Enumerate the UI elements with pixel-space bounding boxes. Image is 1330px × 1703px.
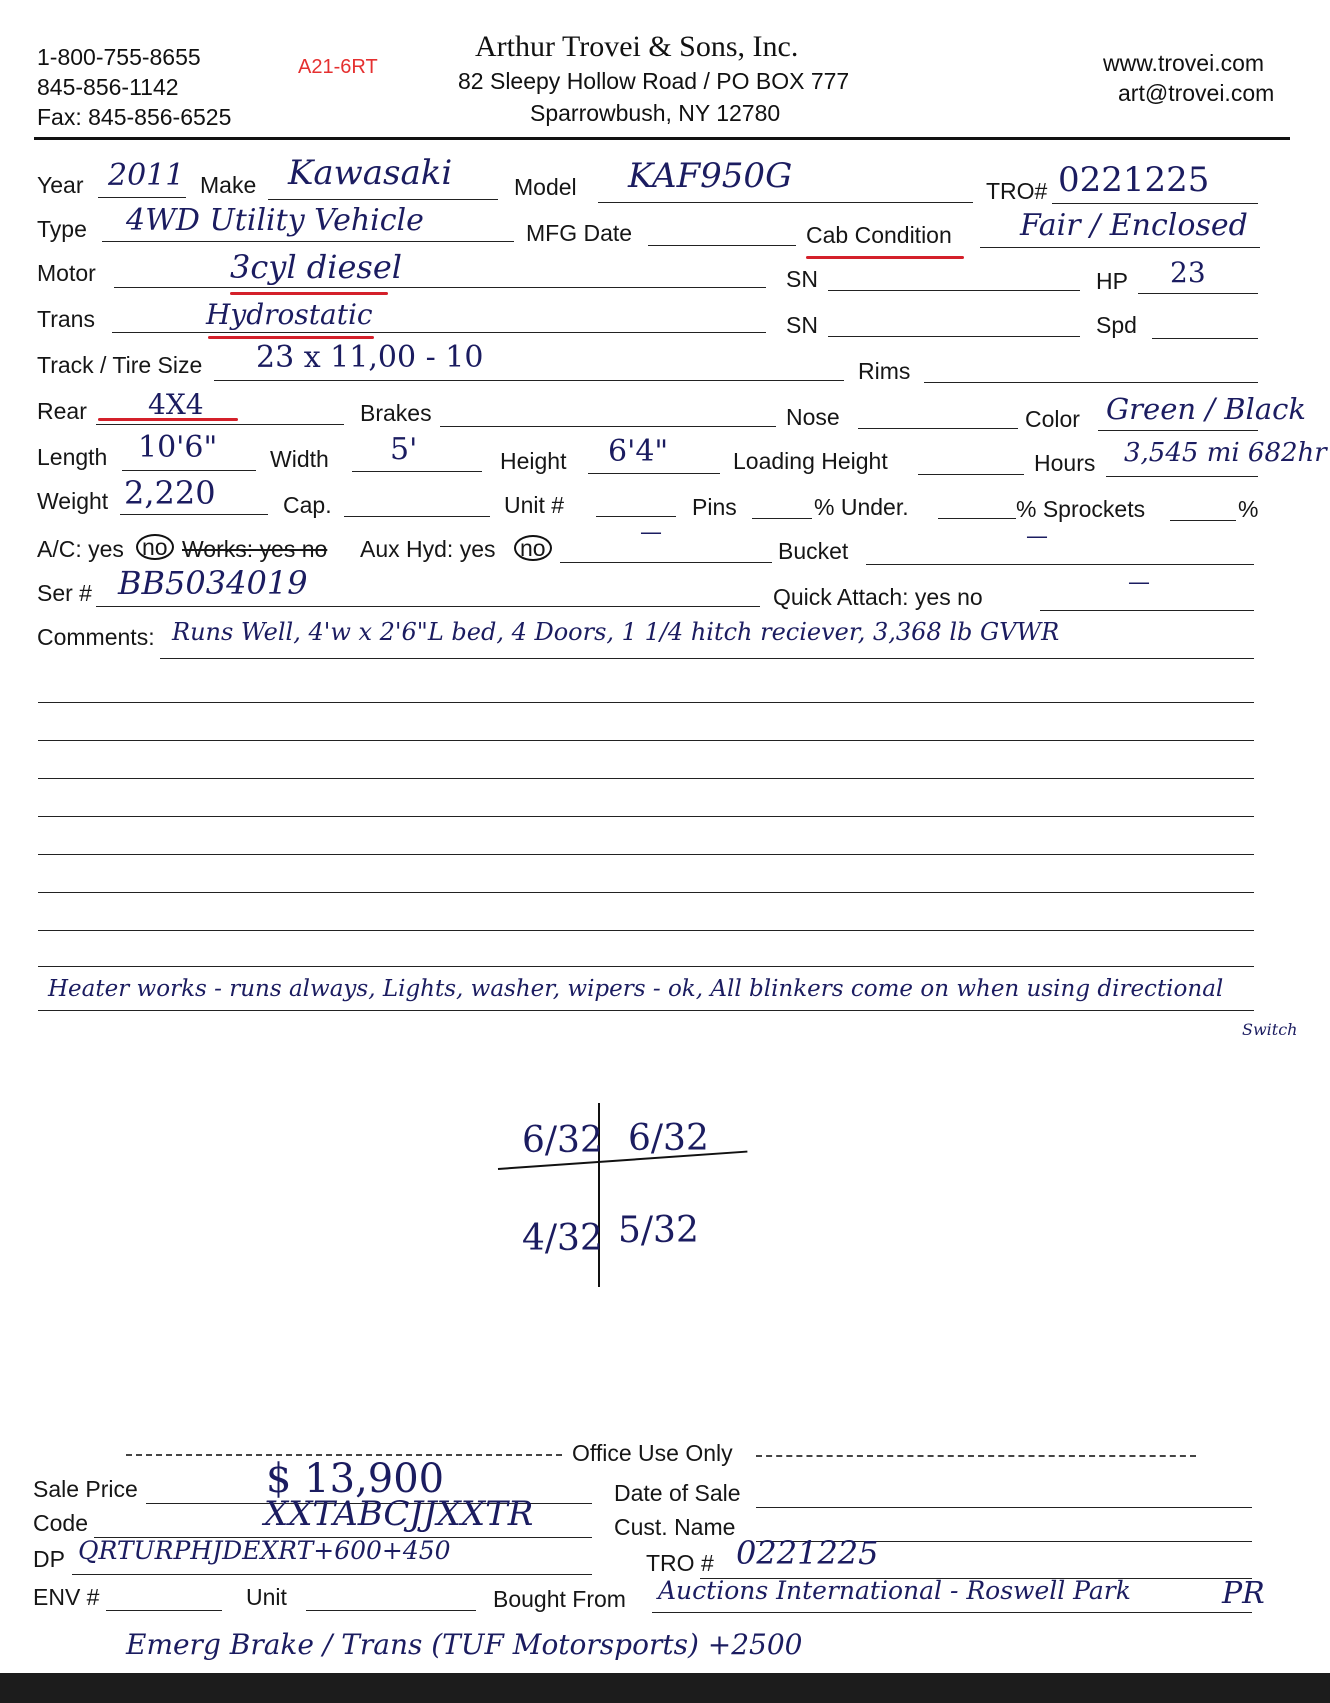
width-line [352,471,482,472]
sale-price-label: Sale Price [33,1476,138,1502]
hp-label: HP [1096,268,1128,294]
date-of-sale-label: Date of Sale [614,1480,741,1506]
comment-rule-9 [38,966,1254,967]
bought-from-line [652,1612,1252,1613]
type-line [102,241,514,242]
motor-value: 3cyl diesel [230,248,403,286]
hp-line [1138,293,1258,294]
track-label: Track / Tire Size [37,352,203,378]
works-label: Works: yes no [182,536,328,562]
hours-label: Hours [1034,450,1096,476]
loading-height-label: Loading Height [733,448,888,474]
comment-rule-10 [38,1010,1254,1011]
tro-value: 0221225 [1058,160,1210,200]
comment-rule-8 [38,930,1254,931]
quick-attach-label: Quick Attach: yes no [773,584,983,610]
bought-from-value: Auctions International - Roswell Park [658,1576,1131,1605]
scan-edge [0,1673,1330,1703]
ser-value: BB5034019 [118,564,308,602]
cap-label: Cap. [283,492,332,518]
tro-line [1052,203,1258,204]
weight-line [120,514,268,515]
office-title: Office Use Only [572,1440,733,1466]
brakes-label: Brakes [360,400,432,426]
header-fax: Fax: 845-856-6525 [37,104,232,130]
office-tro-label: TRO # [646,1550,714,1576]
trans-line [112,332,766,333]
ser-line [96,606,760,607]
motor-underline [230,292,388,295]
sn2-label: SN [786,312,818,338]
env-label: ENV # [33,1584,100,1610]
height-line [588,473,720,474]
make-label: Make [200,172,257,198]
company-name: Arthur Trovei & Sons, Inc. [475,30,799,63]
nose-line [858,428,1018,429]
dp-value: QRTURPHJDEXRT+600+450 [78,1536,451,1565]
width-value: 5' [390,432,418,467]
aux-hyd-no-text: no [514,535,552,561]
rear-value: 4X4 [148,388,204,421]
rear-label: Rear [37,398,87,424]
comment-rule-3 [38,740,1254,741]
track-value: 23 x 11,00 - 10 [256,340,484,375]
type-label: Type [37,216,87,242]
model-label: Model [514,174,577,200]
height-value: 6'4" [608,434,669,469]
model-line [598,202,973,203]
rear-underline [98,418,238,421]
color-label: Color [1025,406,1080,432]
under-line [938,518,1016,519]
length-value: 10'6" [138,430,218,465]
loading-height-line [918,474,1024,475]
color-value: Green / Black [1106,392,1306,426]
width-label: Width [270,446,329,472]
rear-line [96,424,344,425]
weight-label: Weight [37,488,109,514]
aux-hyd-label: Aux Hyd: yes [360,536,496,562]
sprockets-line [1170,520,1236,521]
type-value: 4WD Utility Vehicle [126,203,424,238]
header-divider [34,137,1290,140]
comment-line-2: Heater works - runs always, Lights, washer, wipers - ok, All blinkers come on when using directional [48,976,1224,1002]
length-label: Length [37,444,108,470]
height-label: Height [500,448,567,474]
sn1-label: SN [786,266,818,292]
bucket-line [866,564,1254,565]
trans-underline [208,336,374,339]
ac-no-text: no [136,534,174,560]
make-value: Kawasaki [288,153,453,193]
length-line [122,470,256,471]
sprockets-label: % Sprockets [1016,496,1146,522]
color-line [1098,430,1258,431]
trans-value: Hydrostatic [206,298,373,331]
rims-label: Rims [858,358,911,384]
ac-label: A/C: yes [37,536,124,562]
comment-rule-2 [38,702,1254,703]
rims-line [924,382,1258,383]
unit-no-label: Unit # [504,492,565,518]
mfg-date-label: MFG Date [526,220,633,246]
office-tro-value: 0221225 [736,1534,879,1572]
ser-label: Ser # [37,580,92,606]
tire-front-left: 6/32 [522,1120,603,1161]
cab-condition-label: Cab Condition [806,222,952,248]
dp-line [72,1574,592,1575]
company-address-2: Sparrowbush, NY 12780 [530,100,781,126]
initials: PR [1222,1576,1265,1611]
spd-line [1152,338,1258,339]
track-line [214,380,844,381]
pins-line [752,518,812,519]
header-phone-2: 845-856-1142 [37,74,179,100]
comment-rule-7 [38,892,1254,893]
hours-line [1106,476,1258,477]
mfg-date-line [648,245,796,246]
aux-hyd-no-circled [514,535,552,562]
cab-condition-line [980,247,1260,248]
bought-from-label: Bought From [493,1586,626,1612]
cab-condition-value: Fair / Enclosed [1020,208,1248,243]
comment-rule-1 [160,658,1254,659]
comments-label: Comments: [37,624,155,650]
comment-line-2b: Switch [1242,1020,1298,1039]
quick-attach-line [1040,610,1254,611]
aux-hyd-line [560,562,772,563]
company-address-1: 82 Sleepy Hollow Road / PO BOX 777 [458,68,850,94]
bucket-label: Bucket [778,538,849,564]
sale-price-value: $ 13,900 [266,1456,445,1502]
tro-label: TRO# [986,178,1048,204]
dp-label: DP [33,1546,65,1572]
unit-line [306,1610,476,1611]
office-dash-right [756,1455,1196,1457]
sn1-line [828,290,1080,291]
bucket-dash: — [1026,524,1048,549]
code-value: XXTABCJJXXTR [264,1494,534,1534]
comment-rule-6 [38,854,1254,855]
pins-label: Pins [692,494,737,520]
year-line [98,197,186,198]
weight-value: 2,220 [124,474,216,512]
brakes-line [440,426,776,427]
hours-value: 3,545 mi 682hr [1124,438,1327,468]
env-line [106,1610,222,1611]
unit-no-line [596,516,676,517]
hp-value: 23 [1170,256,1206,289]
motor-label: Motor [37,260,96,286]
comment-rule-5 [38,816,1254,817]
comment-line-1: Runs Well, 4'w x 2'6"L bed, 4 Doors, 1 1/4 hitch reciever, 3,368 lb GVWR [172,618,1060,646]
cab-condition-underline [806,256,964,259]
quick-attach-dash: — [1128,570,1150,595]
spd-label: Spd [1096,312,1137,338]
company-email: art@trovei.com [1118,80,1275,106]
nose-label: Nose [786,404,840,430]
code-label: Code [33,1510,88,1536]
make-line [268,199,498,200]
office-note: Emerg Brake / Trans (TUF Motorsports) +2500 [126,1628,803,1661]
sn2-line [828,336,1080,337]
cust-name-label: Cust. Name [614,1514,736,1540]
model-value: KAF950G [628,156,793,196]
tire-rear-right: 5/32 [618,1210,699,1251]
motor-line [114,287,766,288]
trans-label: Trans [37,306,95,332]
under-label: % Under. [814,494,909,520]
tire-front-right: 6/32 [628,1118,709,1159]
header-phone-1: 1-800-755-8655 [37,44,201,70]
comment-rule-4 [38,778,1254,779]
cap-line [344,516,490,517]
unit-label: Unit [246,1584,287,1610]
ac-no-circled [136,534,174,561]
company-website: www.trovei.com [1103,50,1265,76]
stamp-code: A21-6RT [298,56,378,78]
date-of-sale-line [756,1507,1252,1508]
sprockets-pct-label: % [1238,496,1259,522]
year-label: Year [37,172,84,198]
aux-hyd-dash: — [640,520,662,545]
year-value: 2011 [108,158,185,193]
tire-rear-left: 4/32 [522,1218,603,1259]
